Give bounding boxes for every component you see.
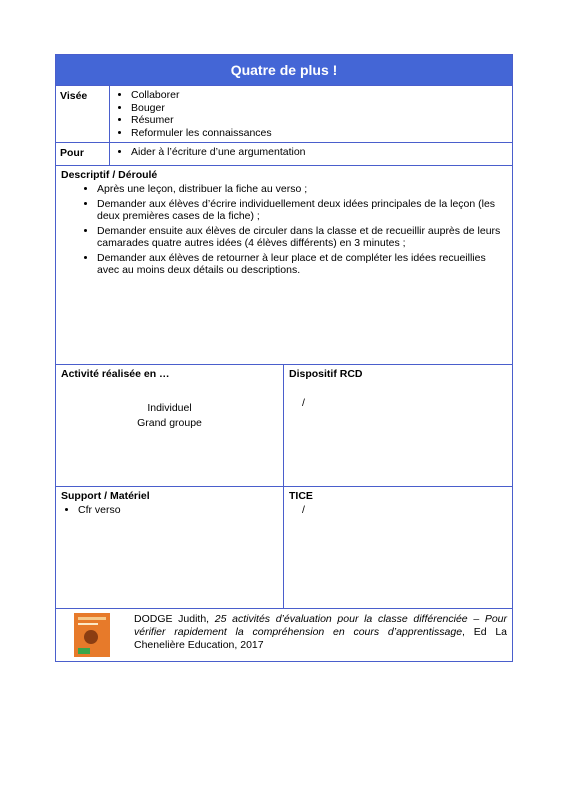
activite-heading: Activité réalisée en … [61, 368, 170, 380]
support-tice-row [56, 487, 512, 609]
visee-row [56, 86, 512, 143]
book-cover-image [74, 613, 110, 657]
list-item: • Bouger [131, 102, 508, 115]
tice-heading: TICE [289, 490, 313, 502]
descriptif-row [56, 166, 512, 365]
list-item: • Demander aux élèves d’écrire individuellement deux idées principales de la leçon (les deux premières cases de la fiche) ; [97, 198, 507, 223]
activite-item: Individuel [147, 402, 192, 414]
source-title: 25 activités d’évaluation pour la classe différenciée – Pour vérifier rapidement la compréhension en cours d’apprentissage [134, 613, 507, 638]
list-item: • Résumer [131, 114, 508, 127]
activite-dispositif-row [56, 365, 512, 487]
list-item: • Aider à l’écriture d’une argumentation [131, 146, 508, 159]
descriptif-heading: Descriptif / Déroulé [61, 169, 158, 181]
visee-list [114, 89, 508, 139]
pour-list [114, 146, 508, 159]
source-reference [134, 613, 507, 657]
support-list [61, 504, 278, 517]
list-item: • Demander ensuite aux élèves de circuler dans la classe et de recueillir auprès de leurs camarades quatre autres idées (4 élèves différents) en 3 minutes ; [97, 225, 507, 250]
visee-label: Visée [56, 86, 110, 142]
support-heading: Support / Matériel [61, 490, 150, 502]
activite-item: Grand groupe [137, 417, 202, 429]
pour-label: Pour [56, 143, 110, 165]
sheet-title: Quatre de plus ! [56, 55, 512, 86]
dispositif-value: / [302, 397, 305, 409]
tice-value: / [302, 504, 305, 516]
pour-row [56, 143, 512, 166]
list-item: • Après une leçon, distribuer la fiche au verso ; [97, 183, 507, 196]
source-author: DODGE Judith, [134, 613, 215, 625]
descriptif-list [61, 183, 507, 277]
list-item: • Reformuler les connaissances [131, 127, 508, 140]
list-item: • Demander aux élèves de retourner à leur place et de compléter les idées recueillies avec au moins deux détails ou descriptions. [97, 252, 507, 277]
list-item: • Cfr verso [78, 504, 278, 517]
dispositif-heading: Dispositif RCD [289, 368, 363, 380]
activity-sheet [55, 54, 513, 662]
list-item: • Collaborer [131, 89, 508, 102]
source-publisher: , Ed La Chenelière Education, 2017 [134, 626, 508, 651]
source-row [56, 609, 512, 661]
